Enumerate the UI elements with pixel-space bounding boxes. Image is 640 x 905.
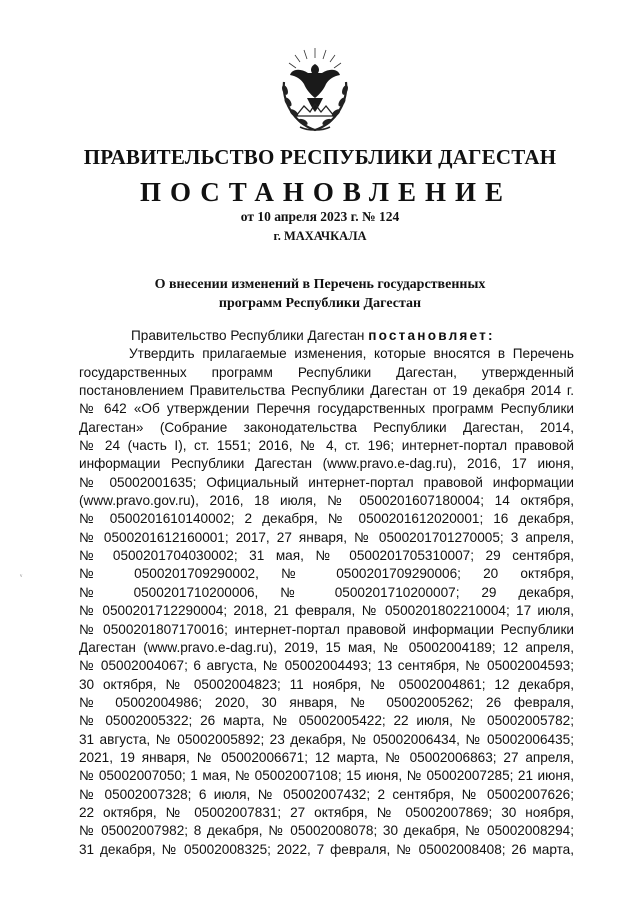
body-line: № 05002004986; 2020, 30 января, № 05002005262; 26 февраля, — [79, 694, 574, 710]
body-line: № 0500201610140002; 2 декабря, № 0500201612020001; 16 декабря, — [79, 511, 574, 527]
preamble-emphasis: постановляет: — [368, 328, 495, 343]
document-date-number: от 10 апреля 2023 г. № 124 — [240, 209, 400, 224]
body-line: № 0500201704030002; 31 мая, № 0500201705310007; 29 сентября, — [79, 548, 574, 564]
body-line: № 0500201612160001; 2017, 27 января, № 0500201701270005; 3 апреля, — [79, 529, 574, 545]
body-line: № 05002007050; 1 мая, № 05002007108; 15 июня, № 05002007285; 21 июня, — [79, 768, 574, 784]
body-line: Дагестан» (Собрание законодательства Республики Дагестан, 2014, — [79, 419, 574, 435]
body-line: Утвердить прилагаемые изменения, которые вносятся в Перечень — [129, 346, 574, 362]
body-line: № 642 «Об утверждении Перечня государственных программ Республики — [79, 401, 574, 417]
body-line: информации Республики Дагестан (www.pravo.e-dag.ru), 2016, 17 июня, — [79, 456, 574, 472]
body-line: № 0500201712290004; 2018, 21 февраля, № 0500201802210004; 17 июля, — [79, 603, 574, 619]
body-line: № 0500201710200006, № 0500201710200007; 29 декабря, — [79, 584, 574, 600]
body-line: № 05002004067; 6 августа, № 05002004493; 13 сентября, № 05002004593; — [79, 658, 574, 674]
coat-of-arms-icon — [270, 42, 360, 137]
body-line: 2021, 19 января, № 05002006671; 12 марта, № 05002006863; 27 апреля, — [79, 749, 574, 765]
margin-mark: ᵛ — [20, 572, 23, 581]
government-title: ПРАВИТЕЛЬСТВО РЕСПУБЛИКИ ДАГЕСТАН — [83, 145, 557, 169]
body-line: 22 октября, № 05002007831; 27 октября, № 05002007869; 30 ноября, — [79, 804, 574, 820]
body-line: 31 декабря, № 05002008325; 2022, 7 февраля, № 05002008408; 26 марта, — [79, 841, 574, 857]
document-subject — [0, 275, 640, 313]
body-line: постановлением Правительства Республики Дагестан от 19 декабря 2014 г. — [79, 383, 574, 399]
body-line: № 05002001635; Официальный интернет-портал правовой информации — [79, 474, 574, 490]
preamble-text: Правительство Республики Дагестан — [131, 328, 369, 343]
body-line: № 0500201709290002, № 0500201709290006; 20 октября, — [79, 566, 574, 582]
subject-line: О внесении изменений в Перечень государственных — [154, 277, 486, 292]
body-line: № 0500201807170016; интернет-портал правовой информации Республики — [79, 621, 574, 637]
body-line: государственных программ Республики Дагестан, утвержденный — [79, 364, 574, 380]
subject-line: программ Республики Дагестан — [218, 296, 422, 311]
document-city: г. МАХАЧКАЛА — [273, 229, 367, 243]
document-type: ПОСТАНОВЛЕНИЕ — [139, 177, 513, 207]
body-line: № 05002007328; 6 июля, № 05002007432; 2 сентября, № 05002007626; — [79, 786, 574, 802]
body-line: № 05002007982; 8 декабря, № 05002008078; 30 декабря, № 05002008294; — [79, 823, 574, 839]
document-body — [79, 327, 574, 859]
preamble — [79, 327, 574, 345]
body-line: Дагестан (www.pravo.e-dag.ru), 2019, 15 мая, № 05002004189; 12 апреля, — [79, 639, 574, 655]
body-line: № 24 (часть I), ст. 1551; 2016, № 4, ст. 196; интернет-портал правовой — [79, 438, 574, 454]
body-line: 30 октября, № 05002004823; 11 ноября, № 05002004861; 12 декабря, — [79, 676, 574, 692]
body-line: 31 августа, № 05002005892; 23 декабря, № 05002006434, № 05002006435; — [79, 731, 574, 747]
body-paragraph — [79, 345, 574, 859]
body-line: № 05002005322; 26 марта, № 05002005422; 22 июля, № 05002005782; — [79, 713, 574, 729]
body-line: (www.pravo.gov.ru), 2016, 18 июля, № 0500201607180004; 14 октября, — [79, 493, 574, 509]
